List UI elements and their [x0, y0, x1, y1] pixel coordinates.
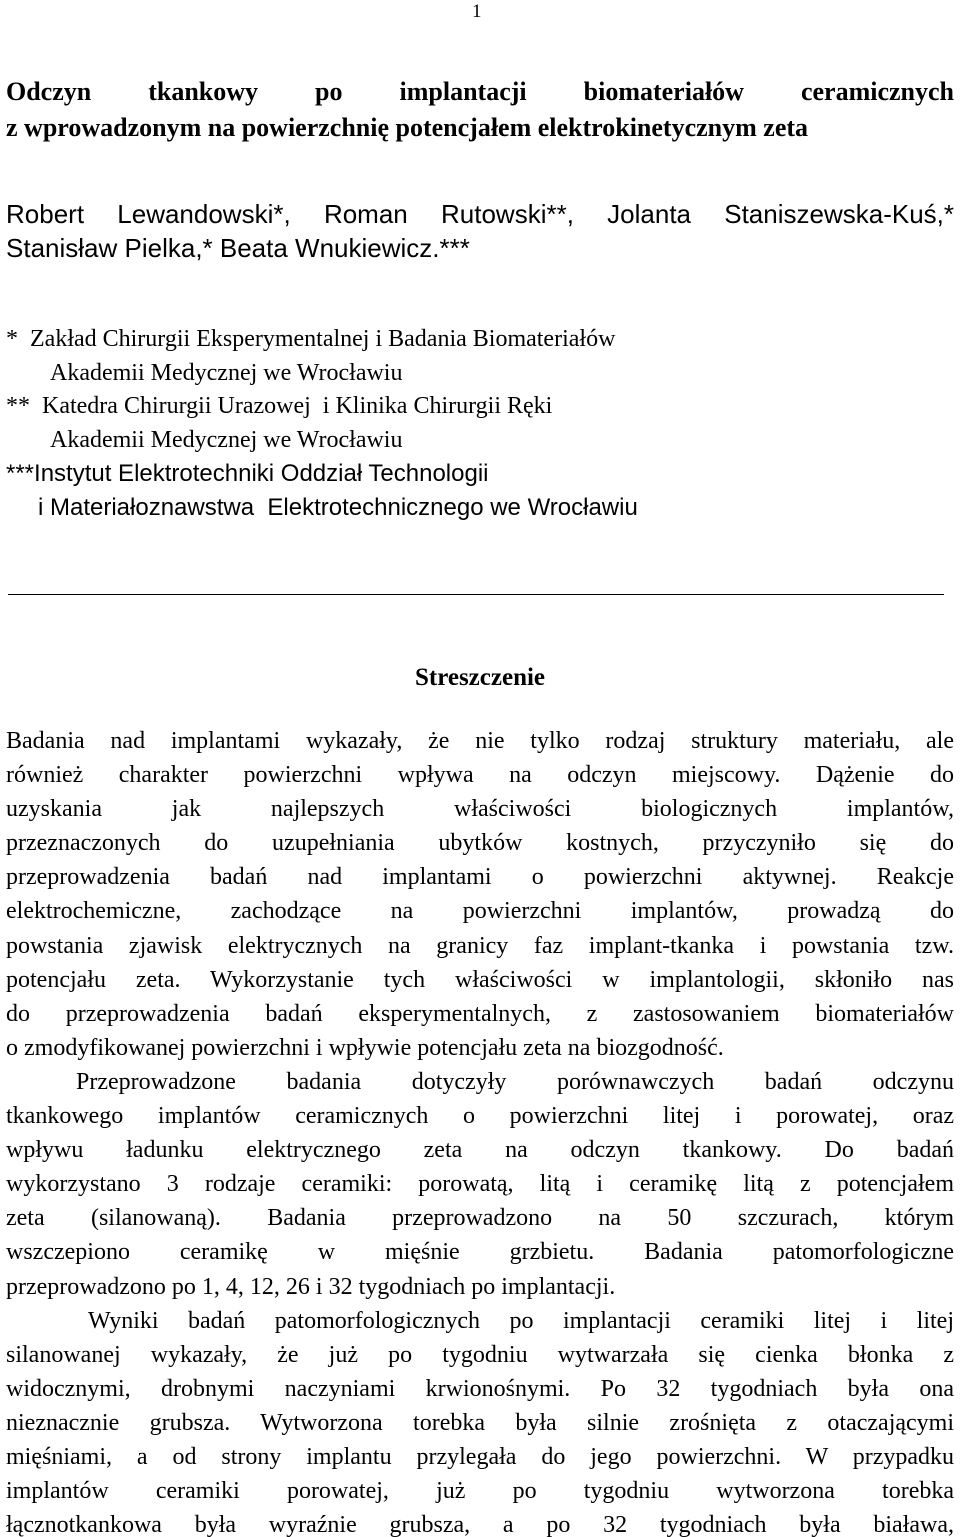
abstract-body — [6, 724, 954, 1537]
abstract-line: przeprowadzenia badań nad implantami o powierzchni aktywnej. Reakcje — [6, 864, 954, 891]
affiliation-line: ** Katedra Chirurgii Urazowej i Klinika Chirurgii Ręki — [6, 393, 553, 419]
affiliation-line: Akademii Medycznej we Wrocławiu — [50, 426, 403, 453]
abstract-line: Przeprowadzone badania dotyczyły porównawczych badań odczynu — [76, 1068, 954, 1095]
abstract-line: mięśniami, a od strony implantu przylegała do jego powierzchni. W przypadku — [6, 1443, 954, 1470]
abstract-line: przeznaczonych do uzupełniania ubytków kostnych, przyczyniło się do — [6, 830, 954, 857]
abstract-line: powstania zjawisk elektrycznych na granicy faz implant-tkanka i powstania tzw. — [6, 932, 954, 959]
abstract-line: wpływu ładunku elektrycznego zeta na odczyn tkankowy. Do badań — [6, 1137, 954, 1164]
abstract-line: silanowanej wykazały, że już po tygodniu wytwarzała się cienka błonka z — [6, 1341, 954, 1368]
abstract-line: tkankowego implantów ceramicznych o powierzchni litej i porowatej, oraz — [6, 1103, 954, 1130]
abstract-line: widocznymi, drobnymi naczyniami krwionośnymi. Po 32 tygodniach była ona — [6, 1375, 954, 1402]
abstract-line: potencjału zeta. Wykorzystanie tych właściwości w implantologii, skłoniło nas — [6, 966, 954, 993]
abstract-line: również charakter powierzchni wpływa na odczyn miejscowy. Dążenie do — [6, 762, 954, 789]
author-line: Robert Lewandowski*, Roman Rutowski**, Jolanta Staniszewska-Kuś,* — [6, 199, 954, 229]
abstract-line: nieznacznie grubsza. Wytworzona torebka była silnie zrośnięta z otaczającymi — [6, 1409, 954, 1436]
abstract-line: Wyniki badań patomorfologicznych po implantacji ceramiki litej i litej — [88, 1307, 954, 1334]
affiliation-line: i Materiałoznawstwa Elektrotechnicznego we Wrocławiu — [38, 493, 638, 521]
abstract-line: implantów ceramiki porowatej, już po tygodniu wytworzona torebka — [6, 1478, 954, 1505]
affiliation-line: Akademii Medycznej we Wrocławiu — [50, 359, 403, 386]
paper-title — [6, 74, 954, 146]
title-line: z wprowadzonym na powierzchnię potencjałem elektrokinetycznym zeta — [6, 113, 809, 142]
abstract-line: o zmodyfikowanej powierzchni i wpływie potencjału zeta na biozgodność. — [6, 1034, 724, 1061]
abstract-line: łącznotkankowa była wyraźnie grubsza, a po 32 tygodniach była biaława, — [6, 1512, 954, 1537]
section-heading: Streszczenie — [414, 664, 546, 691]
abstract-line: zeta (silanowaną). Badania przeprowadzono na 50 szczurach, którym — [6, 1205, 954, 1232]
abstract-line: wykorzystano 3 rodzaje ceramiki: porowatą, litą i ceramikę litą z potencjałem — [6, 1171, 954, 1198]
abstract-line: przeprowadzono po 1, 4, 12, 26 i 32 tygodniach po implantacji. — [6, 1273, 616, 1300]
affiliation-line: ***Instytut Elektrotechniki Oddział Technologii — [6, 460, 489, 487]
affiliation-line: * Zakład Chirurgii Eksperymentalnej i Badania Biomateriałów — [6, 326, 616, 352]
abstract-line: uzyskania jak najlepszych właściwości biologicznych implantów, — [6, 796, 954, 823]
page-number: 1 — [472, 1, 482, 22]
author-line: Stanisław Pielka,* Beata Wnukiewicz.*** — [6, 233, 470, 263]
title-line: Odczyn tkankowy po implantacji biomateriałów ceramicznych — [6, 77, 954, 106]
horizontal-divider — [8, 594, 944, 595]
author-list — [6, 197, 954, 265]
abstract-line: elektrochemiczne, zachodzące na powierzchni implantów, prowadzą do — [6, 898, 954, 925]
affiliations — [6, 323, 954, 524]
abstract-line: do przeprowadzenia badań eksperymentalnych, z zastosowaniem biomateriałów — [6, 1000, 954, 1027]
abstract-line: wszczepiono ceramikę w mięśnie grzbietu. Badania patomorfologiczne — [6, 1239, 954, 1266]
abstract-line: Badania nad implantami wykazały, że nie tylko rodzaj struktury materiału, ale — [6, 728, 954, 754]
